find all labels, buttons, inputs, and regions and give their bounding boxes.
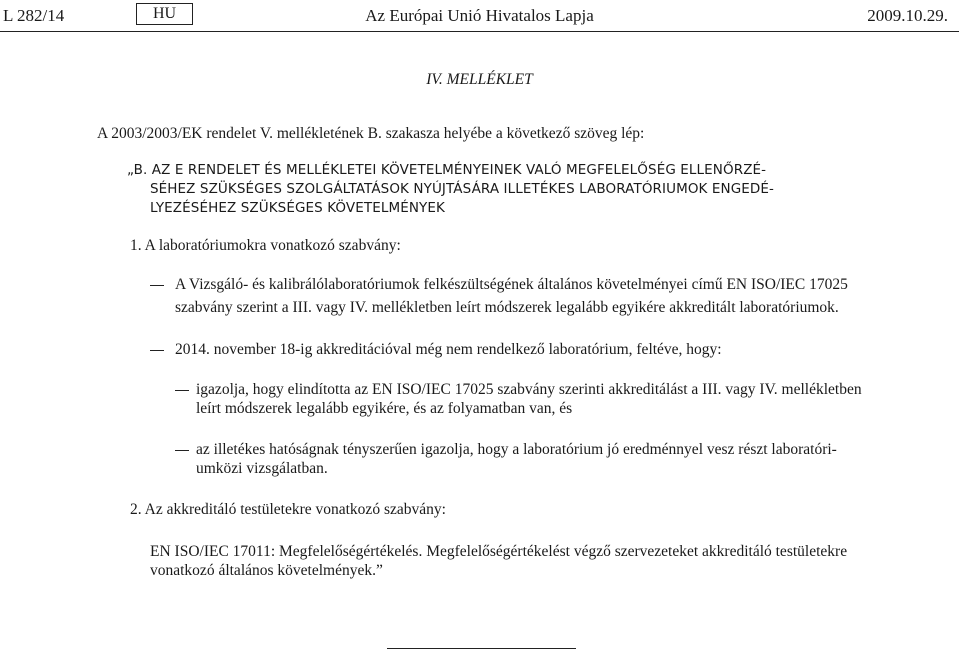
- item-1-sub-a-line-2: leírt módszerek legalább egyikére, és az folyamatban van, és: [196, 400, 573, 417]
- header-rule: [0, 31, 959, 32]
- publication-date: 2009.10.29.: [867, 6, 948, 25]
- item-1-sub-b-line-2: umközi vizsgálatban.: [196, 460, 328, 477]
- section-heading-line-3: LYEZÉSÉHEZ SZÜKSÉGES KÖVETELMÉNYEK: [150, 200, 445, 216]
- journal-title: Az Európai Unió Hivatalos Lapja: [365, 6, 594, 25]
- page-reference: L 282/14: [3, 6, 65, 25]
- annex-title: IV. MELLÉKLET: [426, 71, 533, 88]
- page-header: [0, 0, 959, 32]
- item-1-bullet-a-line-2: szabvány szerint a III. vagy IV. mellékletben leírt módszerek legalább egyikére akkreditált laboratóriumok.: [175, 299, 839, 316]
- dash-bullet-icon: [150, 350, 164, 351]
- language-badge: HU: [136, 3, 193, 25]
- intro-paragraph: A 2003/2003/EK rendelet V. mellékletének B. szakasza helyébe a következő szöveg lép:: [97, 125, 645, 142]
- dash-bullet-icon: [175, 450, 189, 451]
- item-2-body-line-2: vonatkozó általános követelmények.”: [150, 562, 383, 579]
- item-2-body-line-1: EN ISO/IEC 17011: Megfelelőségértékelés. Megfelelőségértékelést végző szervezeteket akkreditáló testületekre: [150, 543, 848, 560]
- dash-bullet-icon: [175, 390, 189, 391]
- footer-rule: [387, 648, 576, 649]
- item-2-title: 2. Az akkreditáló testületekre vonatkozó szabvány:: [130, 501, 446, 518]
- item-1-sub-a-line-1: igazolja, hogy elindította az EN ISO/IEC 17025 szabvány szerinti akkreditálást a III. vagy IV. mellékletben: [196, 381, 862, 398]
- section-heading-line-2: SÉHEZ SZÜKSÉGES SZOLGÁLTATÁSOK NYÚJTÁSÁRA ILLETÉKES LABORATÓRIUMOK ENGEDÉ-: [150, 181, 775, 197]
- section-heading-line-1: „B. AZ E RENDELET ÉS MELLÉKLETEI KÖVETELMÉNYEINEK VALÓ MEGFELELŐSÉG ELLENŐRZÉ-: [127, 162, 767, 178]
- item-1-bullet-b: 2014. november 18-ig akkreditációval még nem rendelkező laboratórium, feltéve, hogy:: [175, 341, 722, 358]
- dash-bullet-icon: [150, 285, 164, 286]
- item-1-title: 1. A laboratóriumokra vonatkozó szabvány:: [130, 237, 401, 254]
- item-1-sub-b-line-1: az illetékes hatóságnak tényszerűen igazolja, hogy a laboratórium jó eredménnyel vesz részt laboratóri-: [196, 441, 837, 458]
- item-1-bullet-a-line-1: A Vizsgáló- és kalibrálólaboratóriumok felkészültségének általános követelményei című EN ISO/IEC 17025: [175, 276, 848, 293]
